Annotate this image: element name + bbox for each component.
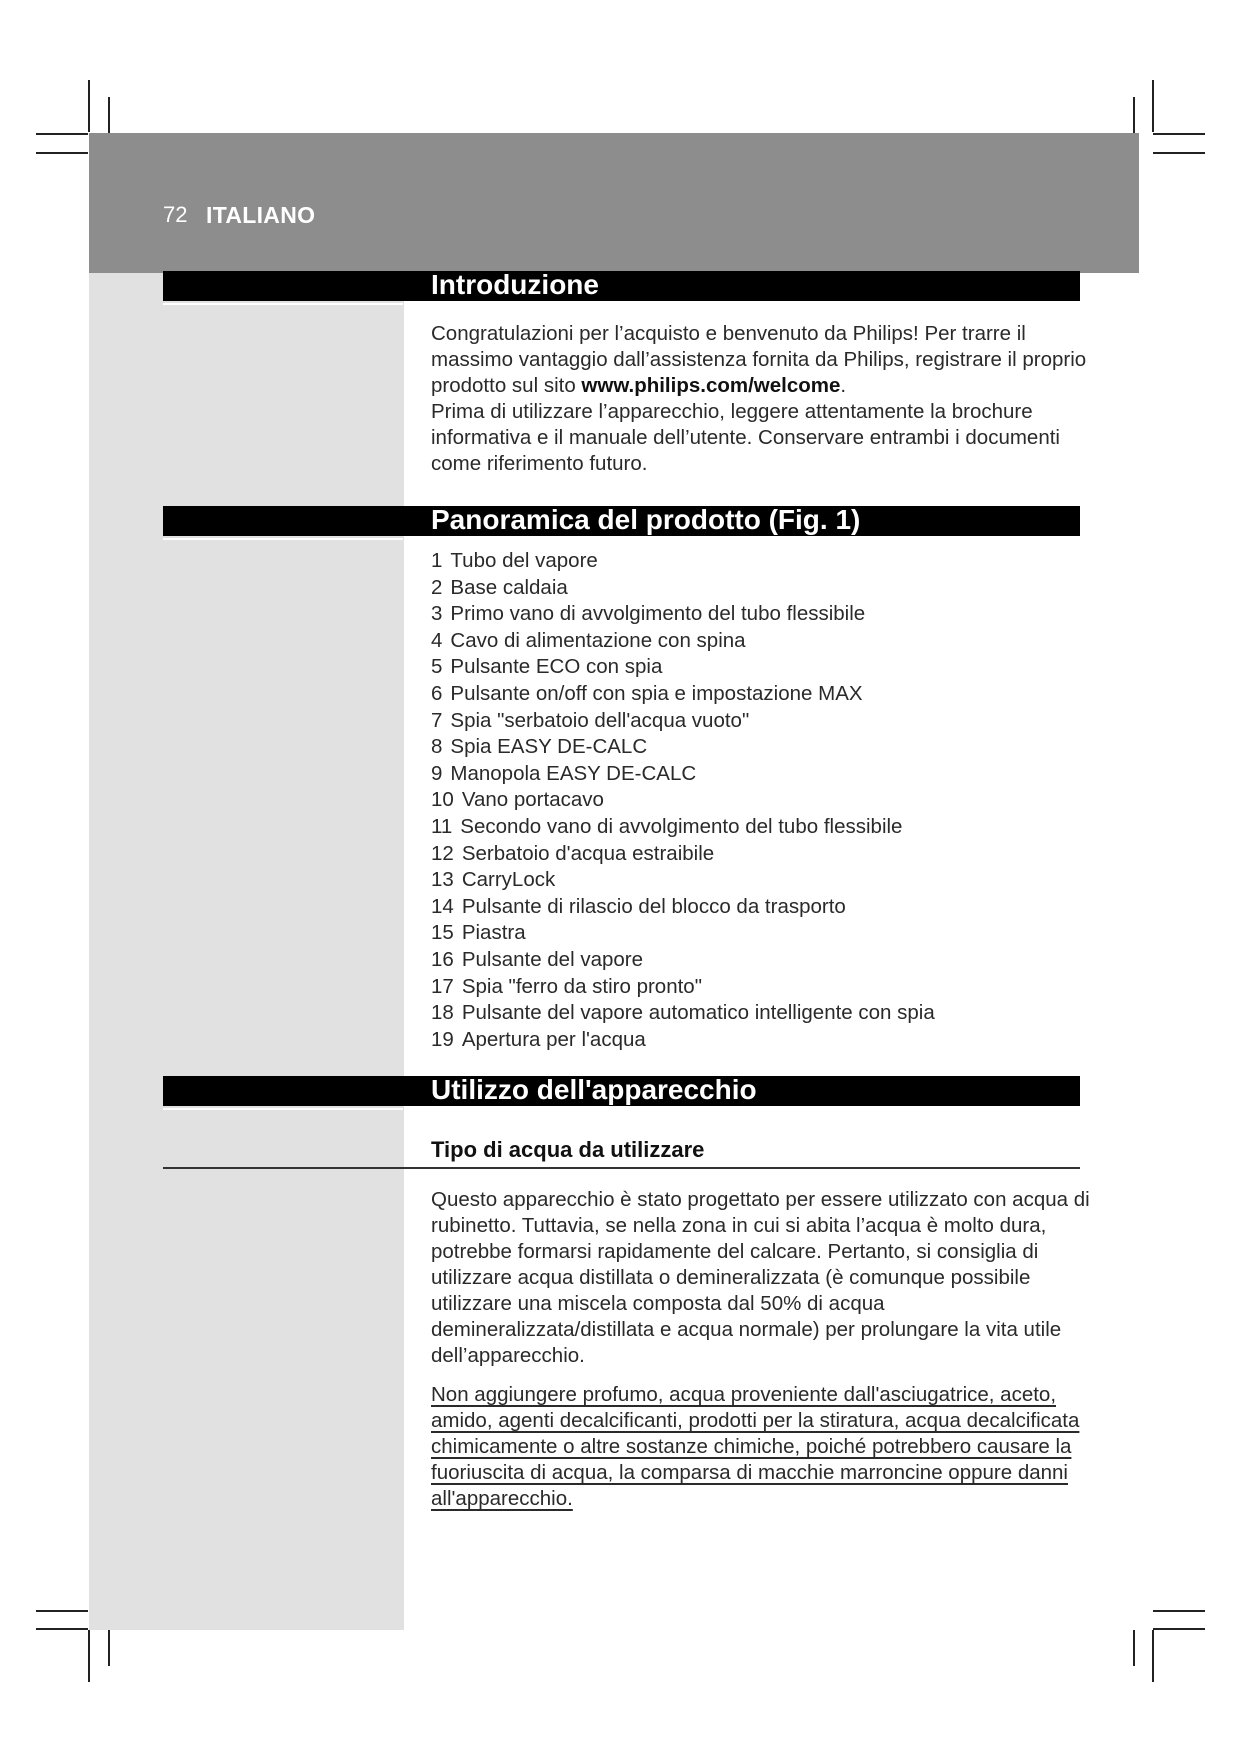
parts-list-item — [431, 548, 1091, 575]
page-number: 72 — [163, 202, 188, 227]
section-title-overview: Panoramica del prodotto (Fig. 1) — [431, 504, 861, 535]
warning-paragraph: Non aggiungere profumo, acqua proveniente dall'asciugatrice, aceto, amido, agenti decalcificanti, prodotti per la stiratura, acqua decalcificata chimicamente o altre sostanze chimiche, poiché potrebbero causare la fuoriuscita di acqua, la comparsa di macchie marroncine oppure danni all'apparecchio. — [431, 1383, 1080, 1510]
item-text: Pulsante del vapore automatico intelligente con spia — [461, 1001, 935, 1025]
section-title-intro: Introduzione — [431, 269, 599, 300]
item-number: 8 — [431, 735, 443, 759]
item-text: Vano portacavo — [461, 788, 604, 812]
parts-list-item — [431, 761, 1091, 788]
item-number: 12 — [431, 841, 454, 865]
parts-list-item — [431, 867, 1091, 894]
item-text: Pulsante del vapore — [461, 947, 644, 971]
item-text: Serbatoio d'acqua estraibile — [461, 841, 715, 865]
language-label: ITALIANO — [206, 202, 316, 228]
parts-list-item — [431, 734, 1091, 761]
welcome-link[interactable]: www.philips.com/welcome — [581, 374, 841, 397]
item-number: 4 — [431, 628, 443, 652]
parts-list-item — [431, 920, 1091, 947]
parts-list-item — [431, 708, 1091, 735]
item-text: Primo vano di avvolgimento del tubo flessibile — [450, 602, 866, 626]
intro-paragraph-2: Prima di utilizzare l’apparecchio, leggere attentamente la brochure informativa e il manuale dell’utente. Conservare entrambi i documenti come riferimento futuro. — [431, 400, 1060, 475]
parts-list-item — [431, 575, 1091, 602]
parts-list-item — [431, 654, 1091, 681]
item-text: Pulsante on/off con spia e impostazione MAX — [450, 681, 863, 705]
item-text: Base caldaia — [450, 575, 568, 599]
item-number: 17 — [431, 974, 454, 998]
section-bar-overview — [163, 506, 1080, 536]
item-number: 7 — [431, 708, 443, 732]
side-margin-band — [89, 273, 404, 1630]
item-number: 9 — [431, 761, 443, 785]
item-text: Spia "serbatoio dell'acqua vuoto" — [450, 708, 750, 732]
item-number: 5 — [431, 655, 443, 679]
parts-list-item — [431, 628, 1091, 655]
item-text: Cavo di alimentazione con spina — [450, 628, 746, 652]
parts-list-item — [431, 601, 1091, 628]
item-number: 18 — [431, 1001, 454, 1025]
parts-list-item — [431, 1027, 1091, 1054]
subsection-title-water: Tipo di acqua da utilizzare — [431, 1137, 705, 1162]
parts-list-item — [431, 894, 1091, 921]
item-number: 13 — [431, 868, 454, 892]
item-number: 14 — [431, 894, 454, 918]
section-bar-usage — [163, 1076, 1080, 1106]
parts-list-container — [431, 548, 1091, 1053]
item-text: Tubo del vapore — [450, 549, 598, 572]
item-number: 11 — [431, 814, 453, 838]
parts-list-item — [431, 814, 1091, 841]
parts-list-item — [431, 947, 1091, 974]
item-text: CarryLock — [461, 868, 556, 892]
parts-list — [431, 548, 1091, 1053]
intro-paragraph-1: Congratulazioni per l’acquisto e benvenuto da Philips! Per trarre il massimo vantaggio dall’assistenza fornita da Philips, registrare il proprio prodotto sul sito www.philips.com/welcome. — [431, 322, 1087, 397]
parts-list-item — [431, 787, 1091, 814]
parts-list-item — [431, 681, 1091, 708]
item-text: Secondo vano di avvolgimento del tubo flessibile — [460, 814, 903, 838]
usage-body — [431, 1187, 1091, 1512]
item-text: Spia "ferro da stiro pronto" — [461, 974, 702, 998]
item-number: 16 — [431, 947, 454, 971]
section-title-usage: Utilizzo dell'apparecchio — [431, 1074, 757, 1105]
item-number: 19 — [431, 1027, 454, 1051]
item-text: Pulsante ECO con spia — [450, 655, 663, 679]
item-text: Apertura per l'acqua — [461, 1027, 646, 1051]
section-bar-intro — [163, 271, 1080, 301]
parts-list-item — [431, 974, 1091, 1001]
item-text: Manopola EASY DE-CALC — [450, 761, 697, 785]
parts-list-item — [431, 1000, 1091, 1027]
usage-paragraph: Questo apparecchio è stato progettato per essere utilizzato con acqua di rubinetto. Tuttavia, se nella zona in cui si abita l’acqua è molto dura, potrebbe formarsi rapidamente del calcare. Pertanto, si consiglia di utilizzare acqua distillata o demineralizzata (è comunque possibile utilizzare una miscela composta dal 50% di acqua demineralizzata/distillata e acqua normale) per prolungare la vita utile dell’apparecchio. — [431, 1188, 1090, 1367]
item-number: 3 — [431, 602, 443, 626]
item-number: 1 — [431, 549, 443, 572]
item-number: 6 — [431, 681, 443, 705]
item-number: 10 — [431, 788, 454, 812]
parts-list-item — [431, 841, 1091, 868]
intro-body — [431, 321, 1091, 477]
item-number: 2 — [431, 575, 443, 599]
item-number: 15 — [431, 921, 454, 945]
subsection-rule — [163, 1167, 1080, 1169]
item-text: Pulsante di rilascio del blocco da trasporto — [461, 894, 846, 918]
item-text: Spia EASY DE-CALC — [450, 735, 648, 759]
item-text: Piastra — [461, 921, 526, 945]
